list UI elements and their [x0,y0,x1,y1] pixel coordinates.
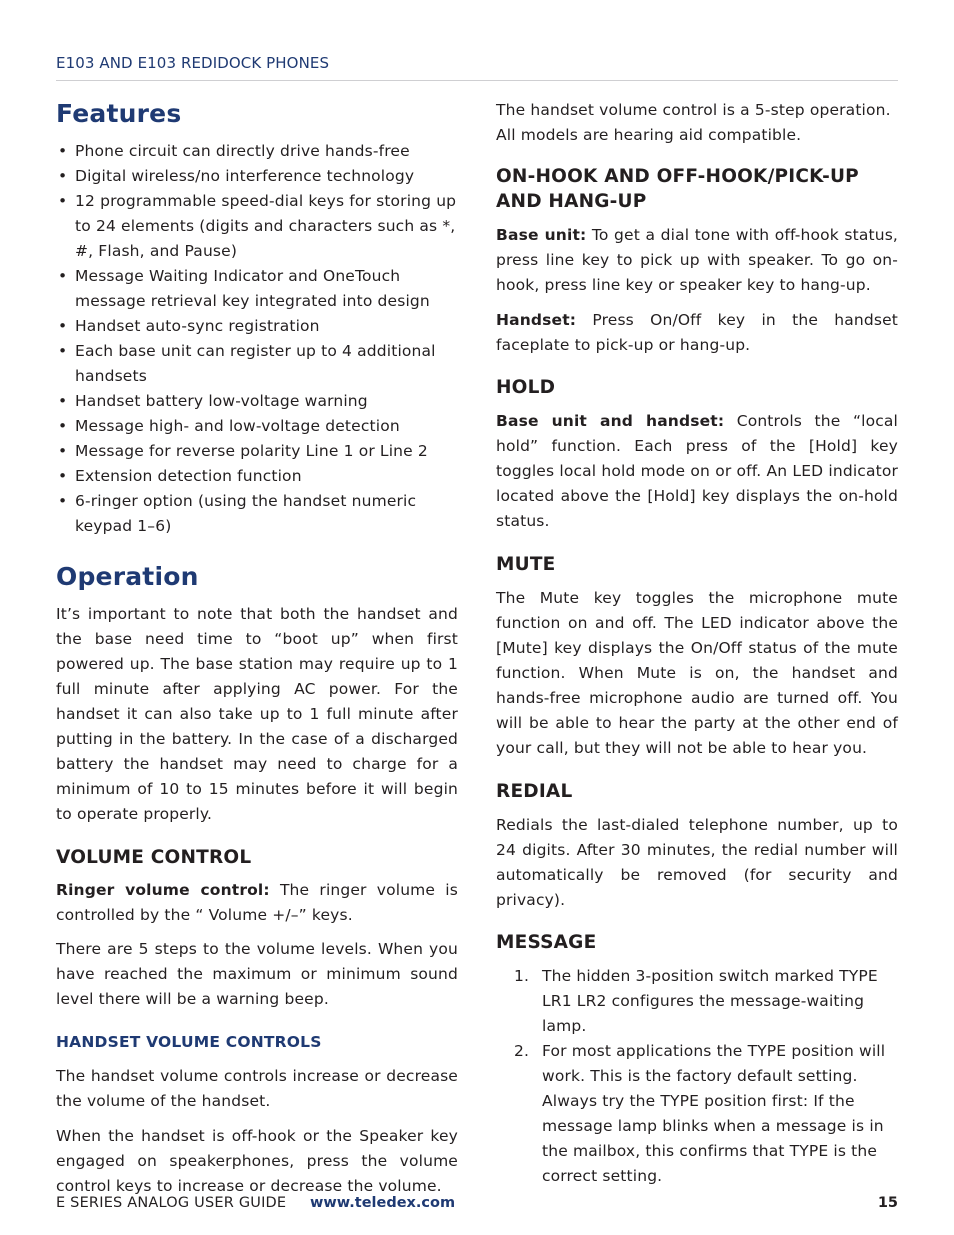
onhook-heading: ON-HOOK AND OFF-HOOK/PICK-UP AND HANG-UP [496,166,859,212]
list-number: 2. [514,1042,530,1060]
footer-guide-title: E SERIES ANALOG USER GUIDE [56,1195,287,1211]
page-footer [56,1192,898,1214]
redial-paragraph: Redials the last-dialed telephone number, up to 24 digits. After 30 minutes, the redial number will automatically be removed (for security and privacy). [496,816,898,909]
list-item: • 6-ringer option (using the handset numeric keypad 1–6) [56,489,458,539]
volume-steps-paragraph: There are 5 steps to the volume levels. When you have reached the maximum or minimum sound level there will be a warning beep. [56,940,458,1008]
hold-heading: HOLD [496,377,556,398]
handset-volume-paragraph-3: The handset volume control is a 5-step operation. All models are hearing aid compatible. [496,101,891,144]
page-header [56,52,898,81]
list-item: • 12 programmable speed-dial keys for storing up to 24 elements (digits and characters such as *, #, Flash, and Pause) [56,189,458,264]
handset-lead: Handset: [496,311,577,329]
list-item: • Extension detection function [56,464,458,489]
hold-text: Controls the “local hold” function. Each press of the [Hold] key toggles local hold mode on or off. An LED indicator located above the [Hold] key displays the on-hold status. [496,412,899,530]
list-item [496,964,898,1039]
handset-volume-heading: HANDSET VOLUME CONTROLS [56,1033,322,1051]
ringer-volume-lead: Ringer volume control: [56,881,270,899]
list-item [496,1039,898,1189]
operation-heading: Operation [56,562,199,591]
volume-control-heading: VOLUME CONTROL [56,847,252,868]
list-item: • Handset auto-sync registration [56,314,458,339]
list-item: • Message high- and low-voltage detection [56,414,458,439]
hold-lead: Base unit and handset: [496,412,725,430]
right-column [496,98,898,1189]
handset-volume-paragraph-2: When the handset is off-hook or the Speaker key engaged on speakerphones, press the volume control keys to increase or decrease the volume. [56,1127,458,1195]
page-number: 15 [877,1195,898,1211]
ringer-volume-text: The ringer volume is controlled by the “ Volume +/–” keys. [56,881,458,924]
redial-heading: REDIAL [496,781,573,802]
list-number: 1. [514,967,530,985]
footer-url-link[interactable]: www.teledex.com [310,1195,456,1211]
base-unit-paragraph [496,223,898,298]
list-item: • Message Waiting Indicator and OneTouch message retrieval key integrated into design [56,264,458,314]
mute-paragraph: The Mute key toggles the microphone mute function on and off. The LED indicator above the [Mute] key displays the On/Off status of the mute function. When Mute is on, the handset and hands-free microphone audio are turned off. You will be able to hear the party at the other end of your call, but they will not be able to hear you. [496,589,898,757]
list-item: • Handset battery low-voltage warning [56,389,458,414]
handset-paragraph [496,308,898,358]
mute-heading: MUTE [496,554,556,575]
list-item-text: The hidden 3-position switch marked TYPE LR1 LR2 configures the message-waiting lamp. [542,967,878,1035]
message-list [496,964,898,1189]
ringer-volume-paragraph [56,878,458,928]
handset-volume-paragraph-1: The handset volume controls increase or decrease the volume of the handset. [56,1067,458,1110]
list-item: • Each base unit can register up to 4 additional handsets [56,339,458,389]
handset-text: Press On/Off key in the handset faceplate to pick-up or hang-up. [496,311,898,354]
hold-paragraph [496,409,898,534]
list-item: • Message for reverse polarity Line 1 or Line 2 [56,439,458,464]
list-item: • Digital wireless/no interference technology [56,164,458,189]
list-item: • Phone circuit can directly drive hands-free [56,139,458,164]
message-heading: MESSAGE [496,932,597,953]
base-unit-lead: Base unit: [496,226,587,244]
operation-intro: It’s important to note that both the handset and the base need time to “boot up” when first powered up. The base station may require up to 1 full minute after applying AC power. For the handset it can also take up to 1 full minute after putting in the battery. In the case of a discharged battery the handset may need to charge for a minimum of 10 to 15 minutes before it will begin to operate properly. [56,605,458,823]
left-column [56,96,458,1199]
header-title: E103 AND E103 REDIDOCK PHONES [56,54,330,72]
list-item-text: For most applications the TYPE position will work. This is the factory default setting. Always try the TYPE position first: If the message lamp blinks when a message is in the mailbox, this confirms that TYPE is the correct setting. [542,1042,886,1185]
base-unit-text: To get a dial tone with off-hook status, press line key to pick up with speaker. To go on-hook, press line key or speaker key to hang-up. [496,226,898,294]
features-heading: Features [56,99,182,128]
features-list [56,139,458,539]
